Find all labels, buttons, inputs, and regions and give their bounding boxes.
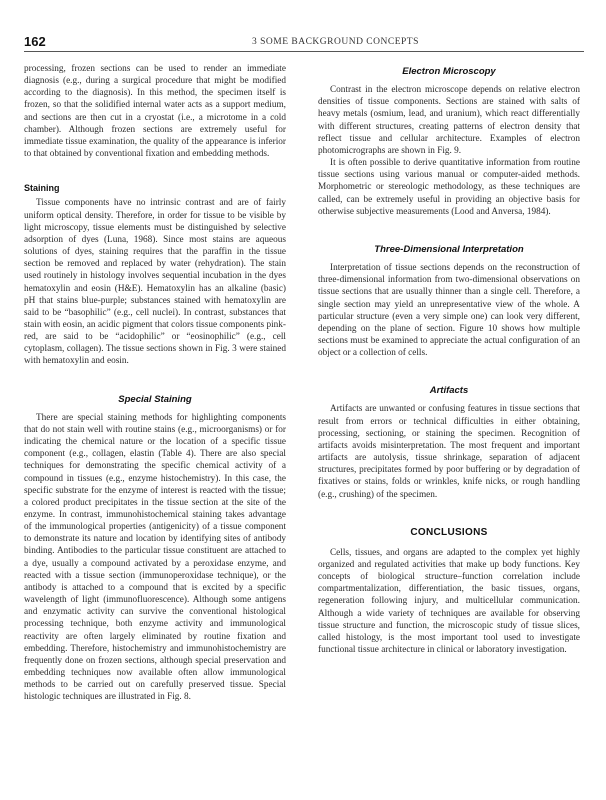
special-staining-paragraph: There are special staining methods for highlighting components that do not stain well with routine stains (e.g., microorganisms) or for indicating the chemical nature or the location of a specific tissue component (e.g., collagen, elastin (Table 4). There are also special techniques for demonstrating the specific chemical activity of a compound in tissues (e.g., enzyme histochemistry). In this case, the specific substrate for the enzyme of interest is reacted with the tissue; a colored product precipitates in the tissue section at the site of the enzyme. In contrast, immunohistochemical staining takes advantage of the immunological properties (antigenicity) of a tissue component to demonstrate its nature and location by identifying sites of antibody binding. Antibodies to the particular tissue constituent are attached to a dye, usually a compound activated by a peroxidase enzyme, and reacted with a tissue section (immunoperoxidase technique), or the antibody is attached to a compound that is excited by a specific wavelength of light (immunofluorescence). Although some antigens and enzymatic activity can survive the conventional histological processing technique, both enzyme activity and immunological reactivity are often largely eliminated by routine fixation and embedding. Therefore, histochemistry and immunohistochemistry are frequently done on frozen sections, although special preservation and embedding techniques now available often allow immunological methods to be carried out on carefully preserved tissue. Special histologic techniques are illustrated in Fig. 8. bbox=[24, 412, 286, 703]
electron-microscopy-paragraph-2: It is often possible to derive quantitative information from routine tissue sections using various manual or computer-aided methods. Morphometric or stereologic methodology, as these techniques are called, can be extremely useful in providing an objective basis for otherwise subjective measurements (Lood and Anversa, 1984). bbox=[318, 158, 580, 217]
staining-heading: Staining bbox=[24, 183, 60, 194]
electron-microscopy-heading: Electron Microscopy bbox=[402, 66, 496, 77]
running-head: 3 SOME BACKGROUND CONCEPTS bbox=[252, 37, 419, 47]
page-header bbox=[24, 34, 584, 50]
staining-paragraph: Tissue components have no intrinsic contrast and are of fairly uniform optical density. Therefore, in order for tissue to be visible by light microscopy, tissue elements must be distinguished by selective adsorption of dyes (Luna, 1968). Since most stains are aqueous solutions of dyes, staining requires that the paraffin in the tissue section be removed and replaced by water (rehydration). The stain used routinely in histology involves sequential incubation in the dyes hematoxylin and eosin (H&E). Hematoxylin has an alkaline (basic) pH that stains blue-purple; substances stained with hematoxylin are said to be “basophilic” (e.g., cell nuclei). In contrast, substances that stain with eosin, an acidic pigment that colors tissue components pink-red, are said to be “acidophilic” or “eosinophilic” (e.g., cell cytoplasm, collagen). The tissue sections shown in Fig. 3 were stained with hematoxylin and eosin. bbox=[24, 198, 286, 367]
header-rule bbox=[24, 51, 584, 52]
conclusions-paragraph: Cells, tissues, and organs are adapted to the complex yet highly organized and regulated activities that make up body functions. Key concepts of biological structure–function correlation include compartmentalization, differentiation, the basic tissues, organs, regeneration following injury, and multicellular communication. Although a wide variety of techniques are available for observing tissue structure and function, the microscopic study of tissue slices, called histology, is the most important tool used to investigate functional tissue architecture in clinical or laboratory investigation. bbox=[318, 547, 580, 656]
electron-microscopy-paragraph-1: Contrast in the electron microscope depends on relative electron densities of tissue components. Sections are stained with salts of heavy metals (osmium, lead, and uranium), which react differentially with different structures, creating patterns of electron density that reflect tissue and cellular architecture. Examples of electron photomicrographs are shown in Fig. 9. bbox=[318, 85, 580, 156]
right-column bbox=[318, 66, 580, 656]
intro-paragraph: processing, frozen sections can be used to render an immediate diagnosis (e.g., during a surgical procedure that might be modified according to the diagnosis). In this method, the specimen itself is frozen, so that the solidified internal water acts as a support medium, and sections are then cut in a cryostat (i.e., a microtome in a cold chamber). Although frozen sections are extremely useful for immediate tissue examination, the quality of the appearance is inferior to that obtained by conventional fixation and embedding methods. bbox=[24, 64, 286, 160]
left-column bbox=[24, 63, 286, 704]
artifacts-heading: Artifacts bbox=[429, 385, 469, 397]
conclusions-heading: CONCLUSIONS bbox=[410, 526, 488, 538]
special-staining-heading: Special Staining bbox=[118, 393, 192, 405]
three-d-paragraph: Interpretation of tissue sections depends on the reconstruction of three-dimensional information from two-dimensional observations on tissue sections that are usually thinner than a single cell. Therefore, a single section may yield an unrepresentative view of the whole. A particular structure (even a very simple one) can look very different, depending on the plane of section. Figure 10 shows how multiple sections must be examined to appreciate the actual configuration of an object or a collection of cells. bbox=[318, 263, 580, 359]
three-d-heading: Three-Dimensional Interpretation bbox=[374, 243, 524, 255]
page-number: 162 bbox=[24, 34, 46, 49]
artifacts-paragraph: Artifacts are unwanted or confusing features in tissue sections that result from errors or technical difficulties in either obtaining, processing, sectioning, or staining the specimen. Recognition of artifacts avoids misinterpretation. The most frequent and important artifacts are autolysis, tissue shrinkage, separation of adjacent structures, precipitates formed by poor buffering or by degradation of fixatives or stains, folds or wrinkles, knife nicks, or rough handling (e.g., crushing) of the specimen. bbox=[318, 404, 580, 500]
